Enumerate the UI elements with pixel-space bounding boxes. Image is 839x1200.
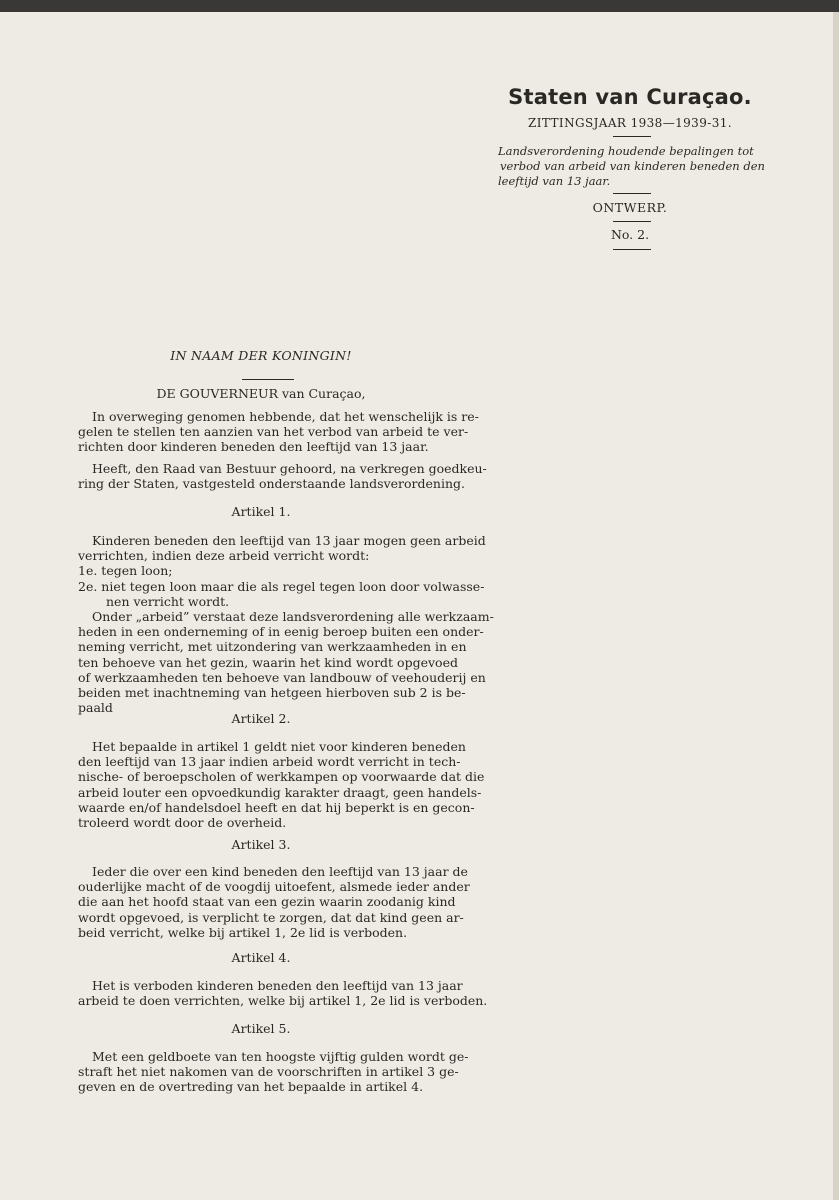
description-line: Landsverordening houdende bepalingen tot: [498, 144, 754, 158]
article-5-text: [78, 1049, 469, 1095]
article-4-text: [78, 978, 488, 1009]
text-line: 1e. tegen loon;: [78, 563, 173, 579]
text-line: troleerd wordt door de overheid.: [78, 815, 287, 831]
session-year: ZITTINGSJAAR 1938—1939-31.: [528, 116, 732, 130]
document-number: No. 2.: [610, 227, 650, 242]
text-line: geven en de overtreding van het bepaalde in artikel 4.: [78, 1079, 424, 1095]
text-line: nische- of beroepscholen of werkkampen op voorwaarde dat die: [78, 769, 485, 785]
text-line: nen verricht wordt.: [106, 593, 230, 609]
text-line: Onder „arbeid” verstaat deze landsverordening alle werkzaam-: [92, 609, 494, 625]
article-1-heading: Artikel 1.: [231, 504, 291, 519]
article-2-heading: Artikel 2.: [231, 711, 291, 726]
text-line: die aan het hoofd staat van een gezin waarin zoodanig kind: [78, 894, 456, 910]
text-line: Met een geldboete van ten hoogste vijftig gulden wordt ge-: [92, 1049, 469, 1064]
text-line: ouderlijke macht of de voogdij uitoefent, alsmede ieder ander: [78, 879, 470, 895]
divider: [613, 136, 651, 137]
article-1-text: [78, 533, 494, 716]
text-line: In overweging genomen hebbende, dat het wenschelijk is re-: [92, 409, 479, 424]
text-line: Heeft, den Raad van Bestuur gehoord, na verkregen goedkeu-: [92, 461, 487, 476]
text-line: of werkzaamheden ten behoeve van landbouw of veehouderij en: [78, 669, 486, 685]
preamble-paragraph-1: [78, 409, 479, 455]
text-line: ten behoeve van het gezin, waarin het kind wordt opgevoed: [78, 654, 458, 670]
text-line: wordt opgevoed, is verplicht te zorgen, dat dat kind geen ar-: [78, 909, 464, 925]
divider: [242, 379, 294, 380]
page-edge: [833, 12, 839, 1200]
description-line: leeftijd van 13 jaar.: [498, 174, 611, 188]
governor-line: DE GOUVERNEUR van Curaçao,: [156, 386, 366, 401]
divider: [613, 249, 651, 250]
description-line: verbod van arbeid van kinderen beneden den: [500, 159, 765, 173]
text-line: paald: [78, 700, 113, 716]
article-3-text: [78, 864, 470, 940]
text-line: Het bepaalde in artikel 1 geldt niet voor kinderen beneden: [92, 739, 466, 754]
text-line: Het is verboden kinderen beneden den leeftijd van 13 jaar: [92, 978, 463, 993]
text-line: ring der Staten, vastgesteld onderstaande landsverordening.: [78, 476, 466, 492]
scan-top-edge: [0, 0, 839, 12]
article-3-heading: Artikel 3.: [231, 837, 291, 852]
text-line: arbeid te doen verrichten, welke bij artikel 1, 2e lid is verboden.: [78, 993, 488, 1009]
text-line: arbeid louter een opvoedkundig karakter draagt, geen handels-: [78, 784, 482, 800]
divider: [613, 193, 651, 194]
text-line: waarde en/of handelsdoel heeft en dat hij beperkt is en gecon-: [78, 799, 475, 815]
divider: [613, 221, 651, 222]
preamble-paragraph-2: [78, 461, 487, 492]
ordinance-description: [498, 144, 768, 189]
document-title: Staten van Curaçao.: [508, 85, 752, 109]
text-line: straft het niet nakomen van de voorschriften in artikel 3 ge-: [78, 1064, 459, 1080]
article-4-heading: Artikel 4.: [231, 950, 291, 965]
text-line: 2e. niet tegen loon maar die als regel tegen loon door volwasse-: [78, 578, 485, 594]
text-line: den leeftijd van 13 jaar indien arbeid wordt verricht in tech-: [78, 754, 461, 770]
text-line: neming verricht, met uitzondering van werkzaamheden in en: [78, 639, 467, 655]
text-line: richten door kinderen beneden den leeftijd van 13 jaar.: [78, 439, 429, 455]
article-5-heading: Artikel 5.: [231, 1021, 291, 1036]
text-line: heden in een onderneming of in eenig beroep buiten een onder-: [78, 624, 484, 640]
article-2-text: [78, 739, 485, 831]
text-line: beid verricht, welke bij artikel 1, 2e lid is verboden.: [78, 924, 408, 940]
draft-label: ONTWERP.: [592, 200, 668, 215]
text-line: Kinderen beneden den leeftijd van 13 jaar mogen geen arbeid: [92, 533, 486, 548]
invocation: IN NAAM DER KONINGIN!: [170, 348, 352, 363]
text-line: beiden met inachtneming van hetgeen hierboven sub 2 is be-: [78, 685, 466, 701]
text-line: Ieder die over een kind beneden den leeftijd van 13 jaar de: [92, 864, 468, 879]
text-line: verrichten, indien deze arbeid verricht wordt:: [78, 548, 370, 564]
text-line: gelen te stellen ten aanzien van het verbod van arbeid te ver-: [78, 424, 469, 440]
